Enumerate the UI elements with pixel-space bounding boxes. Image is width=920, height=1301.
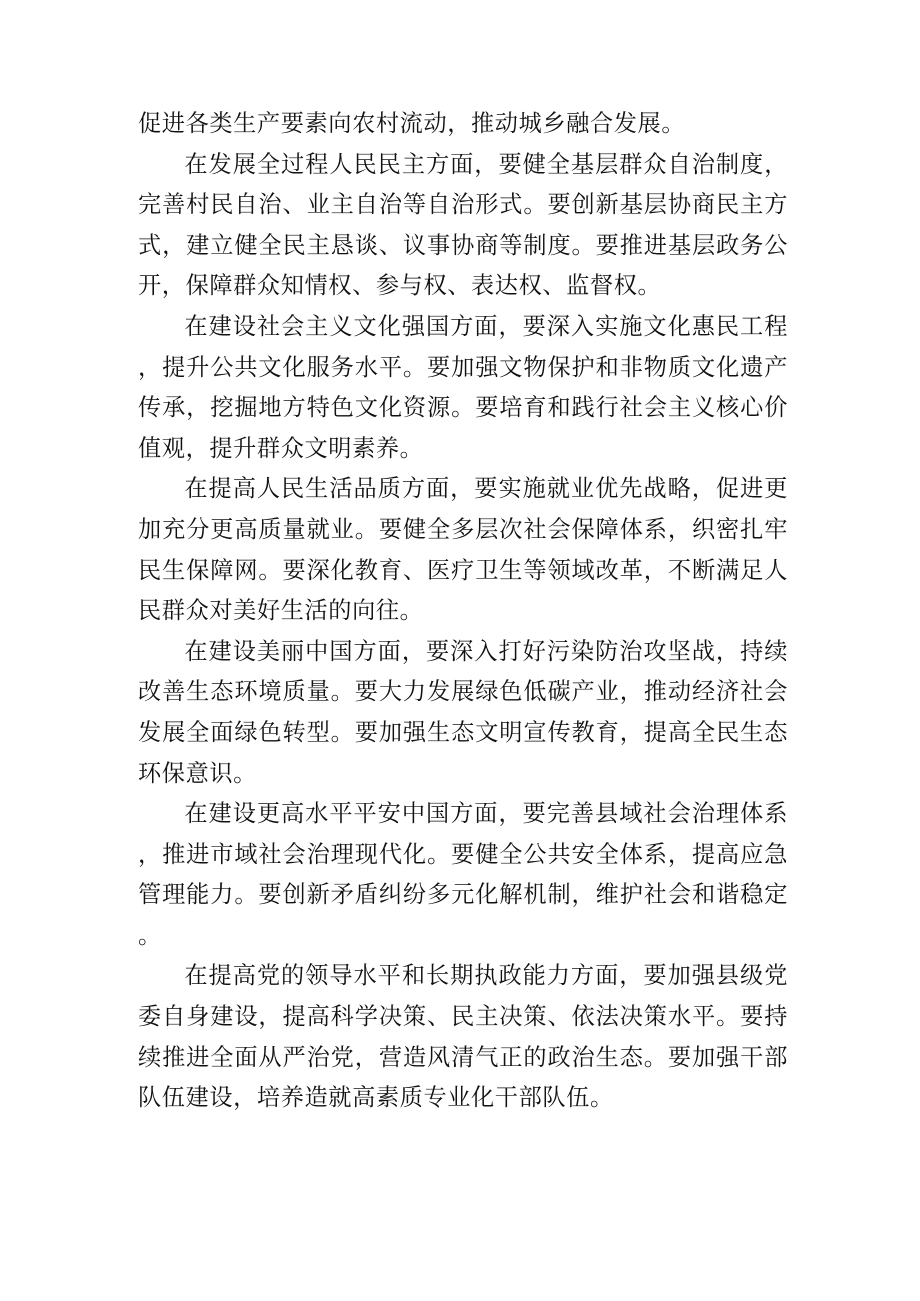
paragraph-continuation: 促进各类生产要素向农村流动，推动城乡融合发展。 xyxy=(138,110,686,137)
paragraph-party-leadership: 在提高党的领导水平和长期执政能力方面，要加强县级党委自身建设，提高科学决策、民主决策、依法决策水平。要持续推进全面从严治党，营造风清气正的政治生态。要加强干部队伍建设，培养造就高素质专业化干部队伍。 xyxy=(138,962,788,1112)
paragraph-livelihood: 在提高人民生活品质方面，要实施就业优先战略，促进更加充分更高质量就业。要健全多层次社会保障体系，织密扎牢民生保障网。要深化教育、医疗卫生等领域改革，不断满足人民群众对美好生活的向往。 xyxy=(138,475,788,625)
paragraph-ecology: 在建设美丽中国方面，要深入打好污染防治攻坚战，持续改善生态环境质量。要大力发展绿色低碳产业，推动经济社会发展全面绿色转型。要加强生态文明宣传教育，提高全民生态环保意识。 xyxy=(138,637,788,787)
paragraph-democracy: 在发展全过程人民民主方面，要健全基层群众自治制度，完善村民自治、业主自治等自治形式。要创新基层协商民主方式，建立健全民主恳谈、议事协商等制度。要推进基层政务公开，保障群众知情权、参与权、表达权、监督权。 xyxy=(138,150,788,300)
document-body xyxy=(138,104,788,1119)
paragraph-safety: 在建设更高水平平安中国方面，要完善县域社会治理体系，推进市域社会治理现代化。要健全公共安全体系，提高应急管理能力。要创新矛盾纠纷多元化解机制，维护社会和谐稳定。 xyxy=(138,800,788,949)
paragraph-culture: 在建设社会主义文化强国方面，要深入实施文化惠民工程，提升公共文化服务水平。要加强文物保护和非物质文化遗产传承，挖掘地方特色文化资源。要培育和践行社会主义核心价值观，提升群众文明素养。 xyxy=(138,312,788,462)
